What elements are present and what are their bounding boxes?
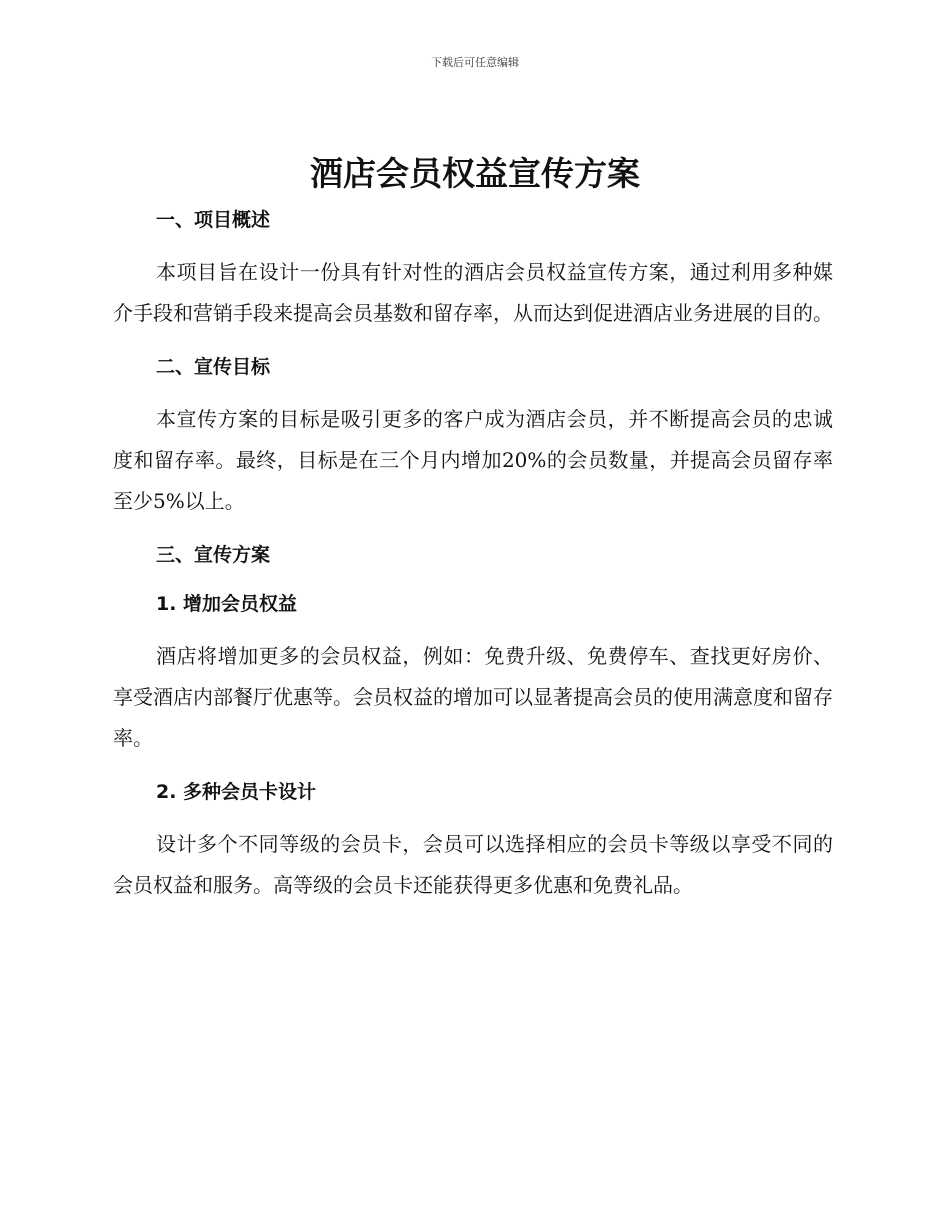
header-note: 下载后可任意编辑 [431, 56, 519, 69]
document-title: 酒店会员权益宣传方案 [310, 154, 640, 193]
subsection-paragraph: 设计多个不同等级的会员卡，会员可以选择相应的会员卡等级以享受不同的会员权益和服务。高等级的会员卡还能获得更多优惠和免费礼品。 [113, 832, 833, 897]
section-paragraph: 本宣传方案的目标是吸引更多的客户成为酒店会员，并不断提高会员的忠诚度和留存率。最终，目标是在三个月内增加20%的会员数量，并提高会员留存率至少5%以上。 [113, 407, 833, 513]
section-heading: 三、宣传方案 [156, 544, 271, 566]
section-paragraph: 本项目旨在设计一份具有针对性的酒店会员权益宣传方案，通过利用多种媒介手段和营销手段来提高会员基数和留存率，从而达到促进酒店业务进展的目的。 [113, 260, 833, 325]
section-overview [113, 203, 833, 334]
section-heading: 二、宣传目标 [156, 356, 271, 378]
section-plan [113, 538, 833, 573]
document-body [113, 203, 833, 906]
subsection-heading: 2. 多种会员卡设计 [156, 781, 317, 803]
subsection-paragraph: 酒店将增加更多的会员权益，例如：免费升级、免费停车、查找更好房价、享受酒店内部餐厅优惠等。会员权益的增加可以显著提高会员的使用满意度和留存率。 [113, 644, 833, 750]
subsection-card-design [113, 775, 833, 906]
subsection-member-benefits [113, 587, 833, 759]
subsection-heading: 1. 增加会员权益 [156, 593, 298, 615]
section-heading: 一、项目概述 [156, 209, 271, 231]
section-goals [113, 350, 833, 522]
